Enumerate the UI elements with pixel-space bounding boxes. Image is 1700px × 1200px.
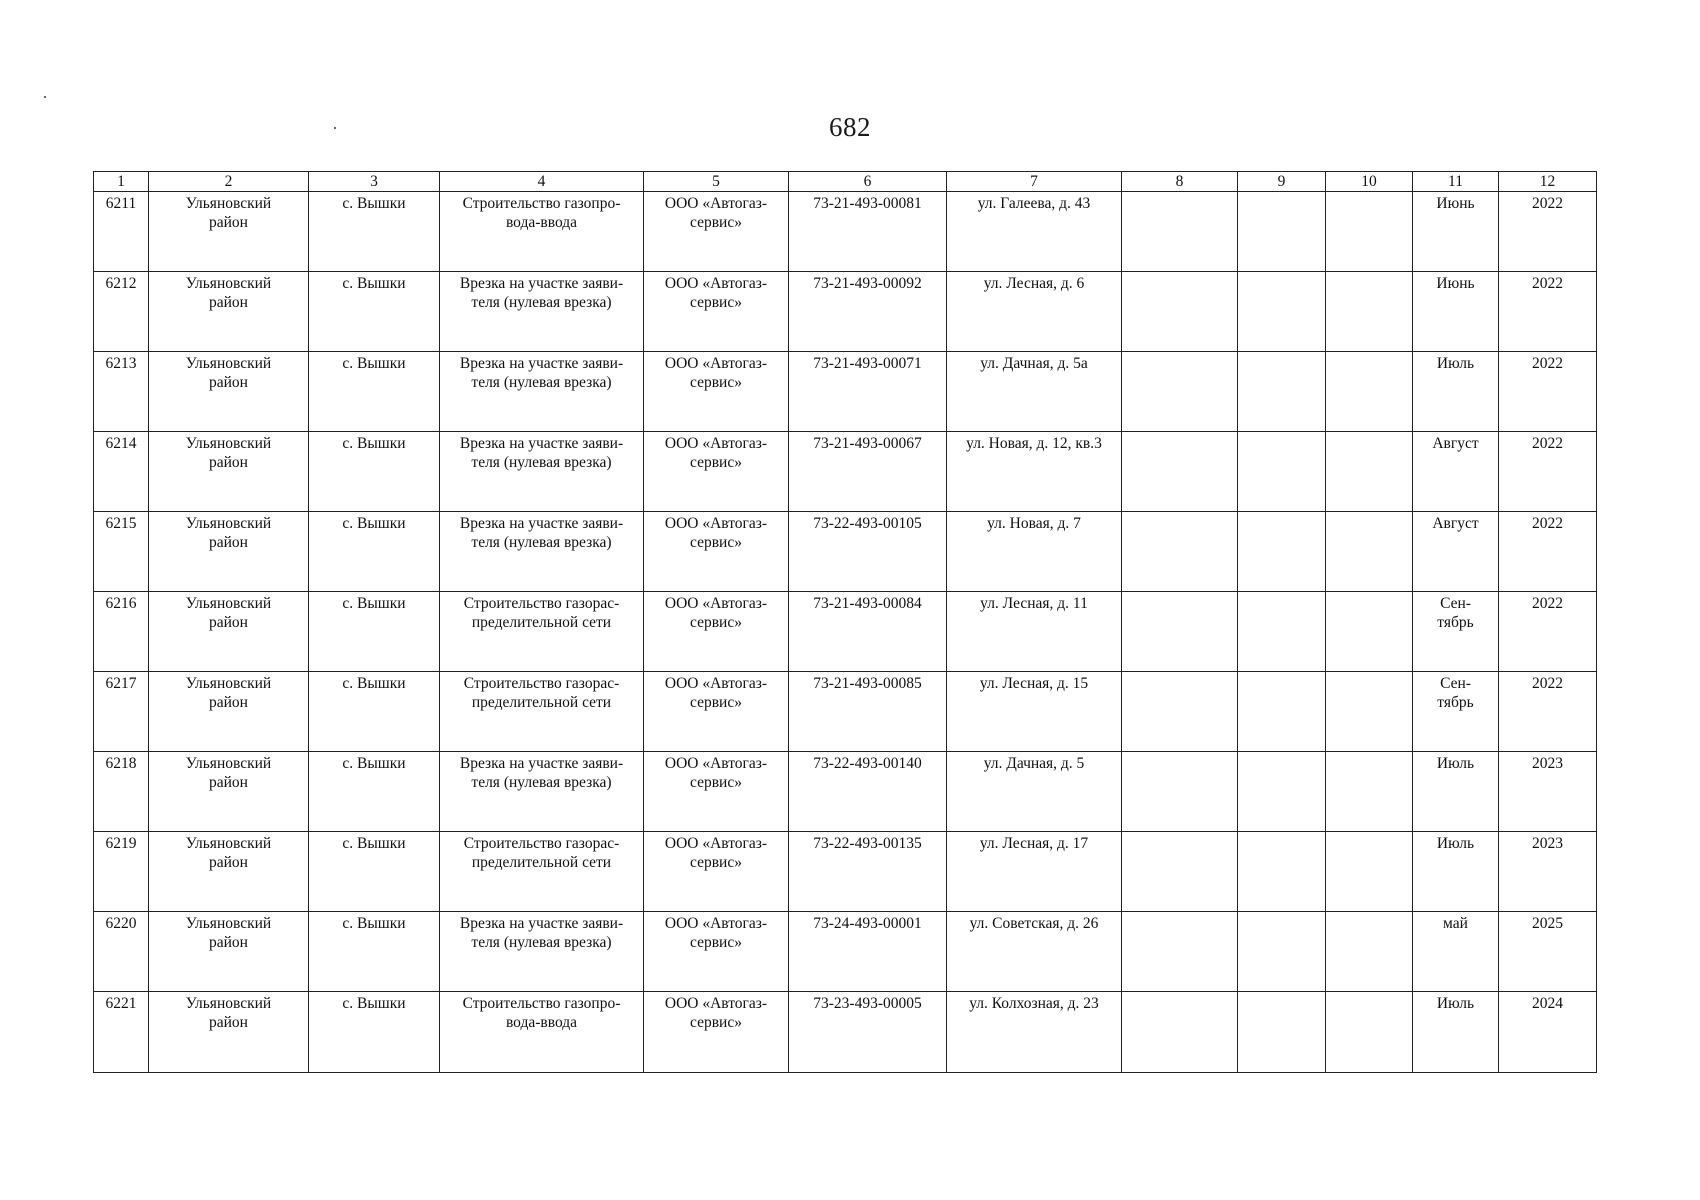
column-8-cell — [1122, 272, 1238, 352]
district-cell-text: Ульяновский район — [185, 915, 272, 951]
organization-cell — [644, 352, 789, 432]
column-header: 1 — [94, 172, 149, 192]
locality-cell — [309, 272, 440, 352]
registry-code-cell-text: 73-21-493-00085 — [813, 675, 922, 692]
locality-cell — [309, 192, 440, 272]
year-cell — [1499, 752, 1597, 832]
organization-cell-text: ООО «Автогаз- сервис» — [664, 835, 768, 871]
month-cell-text: Июль — [1436, 755, 1475, 772]
locality-cell — [309, 912, 440, 992]
locality-cell-text: с. Вышки — [342, 515, 406, 532]
column-9-cell — [1238, 192, 1326, 272]
month-cell — [1413, 272, 1499, 352]
year-cell — [1499, 832, 1597, 912]
address-cell-text: ул. Лесная, д. 11 — [980, 595, 1088, 612]
column-8-cell — [1122, 912, 1238, 992]
month-cell — [1413, 752, 1499, 832]
month-cell-text: Июль — [1436, 355, 1475, 372]
address-cell-text: ул. Новая, д. 12, кв.3 — [966, 435, 1102, 452]
year-cell — [1499, 592, 1597, 672]
organization-cell-text: ООО «Автогаз- сервис» — [664, 995, 768, 1031]
registry-code-cell-text: 73-21-493-00067 — [813, 435, 922, 452]
page-number: 682 — [829, 112, 871, 142]
work-type-cell-text: Строительство газорас- пределительной сети — [463, 675, 620, 711]
month-cell — [1413, 512, 1499, 592]
column-9-cell — [1238, 832, 1326, 912]
organization-cell-text: ООО «Автогаз- сервис» — [664, 515, 768, 551]
organization-cell — [644, 592, 789, 672]
column-9-cell — [1238, 992, 1326, 1073]
registry-code-cell — [789, 272, 947, 352]
district-cell-text: Ульяновский район — [185, 755, 272, 791]
column-10-cell — [1326, 752, 1413, 832]
work-type-cell-text: Врезка на участке заяви- теля (нулевая врезка) — [459, 275, 624, 311]
row-number-cell — [94, 432, 149, 512]
organization-cell — [644, 992, 789, 1073]
column-9-cell — [1238, 272, 1326, 352]
organization-cell — [644, 912, 789, 992]
table-row — [94, 992, 1597, 1073]
month-cell-text: Июнь — [1436, 195, 1475, 212]
district-cell — [149, 352, 309, 432]
address-cell — [947, 672, 1122, 752]
organization-cell-text: ООО «Автогаз- сервис» — [664, 355, 768, 391]
address-cell — [947, 432, 1122, 512]
row-number-cell-text: 6221 — [105, 995, 137, 1012]
registry-code-cell — [789, 192, 947, 272]
address-cell-text: ул. Лесная, д. 17 — [979, 835, 1089, 852]
locality-cell — [309, 352, 440, 432]
address-cell — [947, 592, 1122, 672]
month-cell-text: Сен- тябрь — [1437, 675, 1474, 711]
locality-cell-text: с. Вышки — [342, 355, 406, 372]
column-header: 3 — [309, 172, 440, 192]
table-row — [94, 832, 1597, 912]
column-header: 7 — [947, 172, 1122, 192]
row-number-cell — [94, 272, 149, 352]
organization-cell — [644, 512, 789, 592]
month-cell-text: Июнь — [1436, 275, 1475, 292]
district-cell — [149, 752, 309, 832]
register-table — [93, 171, 1597, 1073]
organization-cell — [644, 192, 789, 272]
district-cell — [149, 432, 309, 512]
registry-code-cell — [789, 592, 947, 672]
work-type-cell-text: Строительство газопро- вода-ввода — [462, 195, 621, 231]
row-number-cell-text: 6212 — [105, 275, 137, 292]
month-cell-text: Август — [1432, 515, 1479, 532]
year-cell — [1499, 192, 1597, 272]
address-cell-text: ул. Новая, д. 7 — [987, 515, 1081, 532]
registry-code-cell-text: 73-21-493-00071 — [813, 355, 922, 372]
organization-cell — [644, 272, 789, 352]
column-10-cell — [1326, 832, 1413, 912]
year-cell-text: 2022 — [1532, 355, 1563, 372]
table-row — [94, 912, 1597, 992]
locality-cell-text: с. Вышки — [342, 835, 406, 852]
district-cell — [149, 672, 309, 752]
locality-cell — [309, 752, 440, 832]
address-cell-text: ул. Советская, д. 26 — [969, 915, 1099, 932]
column-10-cell — [1326, 192, 1413, 272]
column-header: 6 — [789, 172, 947, 192]
address-cell-text: ул. Дачная, д. 5а — [980, 355, 1088, 372]
year-cell — [1499, 912, 1597, 992]
column-header: 4 — [440, 172, 644, 192]
month-cell — [1413, 832, 1499, 912]
work-type-cell — [440, 592, 644, 672]
column-header: 9 — [1238, 172, 1326, 192]
work-type-cell-text: Врезка на участке заяви- теля (нулевая врезка) — [459, 355, 624, 391]
column-10-cell — [1326, 432, 1413, 512]
registry-code-cell-text: 73-21-493-00081 — [813, 195, 922, 212]
month-cell — [1413, 432, 1499, 512]
column-8-cell — [1122, 512, 1238, 592]
organization-cell-text: ООО «Автогаз- сервис» — [664, 275, 768, 311]
year-cell — [1499, 352, 1597, 432]
column-10-cell — [1326, 352, 1413, 432]
registry-code-cell-text: 73-22-493-00105 — [813, 515, 922, 532]
registry-code-cell — [789, 912, 947, 992]
column-9-cell — [1238, 512, 1326, 592]
district-cell — [149, 512, 309, 592]
row-number-cell-text: 6218 — [105, 755, 137, 772]
column-header: 5 — [644, 172, 789, 192]
district-cell-text: Ульяновский район — [185, 195, 272, 231]
column-9-cell — [1238, 432, 1326, 512]
table-row — [94, 512, 1597, 592]
work-type-cell-text: Врезка на участке заяви- теля (нулевая врезка) — [459, 435, 624, 471]
address-cell — [947, 192, 1122, 272]
registry-code-cell — [789, 672, 947, 752]
locality-cell-text: с. Вышки — [342, 675, 406, 692]
organization-cell-text: ООО «Автогаз- сервис» — [664, 675, 768, 711]
month-cell-text: Август — [1432, 435, 1479, 452]
locality-cell-text: с. Вышки — [342, 915, 406, 932]
address-cell — [947, 272, 1122, 352]
row-number-cell — [94, 192, 149, 272]
row-number-cell — [94, 592, 149, 672]
work-type-cell-text: Строительство газорас- пределительной сети — [463, 835, 620, 871]
column-8-cell — [1122, 592, 1238, 672]
table-row — [94, 752, 1597, 832]
district-cell-text: Ульяновский район — [185, 835, 272, 871]
work-type-cell-text: Врезка на участке заяви- теля (нулевая врезка) — [459, 915, 624, 951]
year-cell-text: 2022 — [1532, 675, 1563, 692]
column-header: 11 — [1413, 172, 1499, 192]
address-cell — [947, 512, 1122, 592]
district-cell-text: Ульяновский район — [185, 515, 272, 551]
row-number-cell — [94, 672, 149, 752]
address-cell — [947, 752, 1122, 832]
table-row — [94, 592, 1597, 672]
district-cell — [149, 832, 309, 912]
work-type-cell — [440, 752, 644, 832]
work-type-cell — [440, 272, 644, 352]
locality-cell — [309, 672, 440, 752]
work-type-cell — [440, 352, 644, 432]
organization-cell — [644, 832, 789, 912]
column-8-cell — [1122, 352, 1238, 432]
month-cell-text: Июль — [1436, 835, 1475, 852]
organization-cell — [644, 672, 789, 752]
work-type-cell — [440, 512, 644, 592]
year-cell — [1499, 992, 1597, 1073]
address-cell-text: ул. Колхозная, д. 23 — [969, 995, 1099, 1012]
column-header: 2 — [149, 172, 309, 192]
address-cell-text: ул. Галеева, д. 43 — [977, 195, 1091, 212]
registry-code-cell — [789, 432, 947, 512]
column-9-cell — [1238, 592, 1326, 672]
column-8-cell — [1122, 992, 1238, 1073]
column-10-cell — [1326, 992, 1413, 1073]
locality-cell-text: с. Вышки — [342, 595, 406, 612]
year-cell-text: 2024 — [1532, 995, 1563, 1012]
year-cell-text: 2023 — [1532, 755, 1563, 772]
row-number-cell — [94, 752, 149, 832]
address-cell-text: ул. Лесная, д. 6 — [983, 275, 1085, 292]
address-cell — [947, 832, 1122, 912]
month-cell — [1413, 672, 1499, 752]
registry-code-cell — [789, 352, 947, 432]
month-cell — [1413, 192, 1499, 272]
work-type-cell-text: Строительство газорас- пределительной сети — [463, 595, 620, 631]
row-number-cell-text: 6216 — [105, 595, 137, 612]
registry-code-cell — [789, 512, 947, 592]
work-type-cell — [440, 992, 644, 1073]
month-cell — [1413, 912, 1499, 992]
work-type-cell-text: Врезка на участке заяви- теля (нулевая врезка) — [459, 515, 624, 551]
row-number-cell — [94, 912, 149, 992]
work-type-cell — [440, 672, 644, 752]
column-10-cell — [1326, 912, 1413, 992]
year-cell-text: 2022 — [1532, 275, 1563, 292]
registry-code-cell-text: 73-22-493-00140 — [813, 755, 922, 772]
column-9-cell — [1238, 912, 1326, 992]
district-cell — [149, 192, 309, 272]
locality-cell — [309, 432, 440, 512]
locality-cell — [309, 992, 440, 1073]
address-cell-text: ул. Дачная, д. 5 — [983, 755, 1085, 772]
organization-cell-text: ООО «Автогаз- сервис» — [664, 195, 768, 231]
table-row — [94, 352, 1597, 432]
organization-cell-text: ООО «Автогаз- сервис» — [664, 435, 768, 471]
year-cell-text: 2022 — [1532, 435, 1563, 452]
row-number-cell — [94, 512, 149, 592]
organization-cell — [644, 432, 789, 512]
column-8-cell — [1122, 432, 1238, 512]
locality-cell-text: с. Вышки — [342, 275, 406, 292]
year-cell — [1499, 432, 1597, 512]
registry-code-cell — [789, 992, 947, 1073]
year-cell — [1499, 272, 1597, 352]
district-cell-text: Ульяновский район — [185, 595, 272, 631]
row-number-cell-text: 6217 — [105, 675, 137, 692]
row-number-cell-text: 6215 — [105, 515, 137, 532]
district-cell — [149, 272, 309, 352]
registry-code-cell-text: 73-23-493-00005 — [813, 995, 922, 1012]
registry-code-cell-text: 73-21-493-00084 — [813, 595, 922, 612]
registry-code-cell-text: 73-21-493-00092 — [813, 275, 922, 292]
registry-code-cell — [789, 832, 947, 912]
column-8-cell — [1122, 672, 1238, 752]
work-type-cell-text: Строительство газопро- вода-ввода — [462, 995, 621, 1031]
row-number-cell-text: 6219 — [105, 835, 137, 852]
district-cell-text: Ульяновский район — [185, 435, 272, 471]
scan-speck — [44, 96, 46, 98]
column-10-cell — [1326, 672, 1413, 752]
year-cell-text: 2023 — [1532, 835, 1563, 852]
organization-cell — [644, 752, 789, 832]
registry-code-cell-text: 73-22-493-00135 — [813, 835, 922, 852]
locality-cell-text: с. Вышки — [342, 195, 406, 212]
address-cell — [947, 912, 1122, 992]
month-cell — [1413, 352, 1499, 432]
district-cell-text: Ульяновский район — [185, 675, 272, 711]
table-row — [94, 432, 1597, 512]
column-8-cell — [1122, 192, 1238, 272]
organization-cell-text: ООО «Автогаз- сервис» — [664, 755, 768, 791]
table-row — [94, 272, 1597, 352]
column-header: 8 — [1122, 172, 1238, 192]
year-cell — [1499, 512, 1597, 592]
column-9-cell — [1238, 352, 1326, 432]
table-row — [94, 192, 1597, 272]
district-cell-text: Ульяновский район — [185, 275, 272, 311]
row-number-cell — [94, 832, 149, 912]
month-cell-text: Сен- тябрь — [1437, 595, 1474, 631]
locality-cell — [309, 592, 440, 672]
organization-cell-text: ООО «Автогаз- сервис» — [664, 595, 768, 631]
row-number-cell-text: 6211 — [105, 195, 137, 212]
locality-cell — [309, 832, 440, 912]
work-type-cell-text: Врезка на участке заяви- теля (нулевая врезка) — [459, 755, 624, 791]
address-cell — [947, 992, 1122, 1073]
district-cell — [149, 992, 309, 1073]
district-cell-text: Ульяновский район — [185, 995, 272, 1031]
year-cell-text: 2022 — [1532, 195, 1563, 212]
row-number-cell — [94, 992, 149, 1073]
row-number-cell-text: 6213 — [105, 355, 137, 372]
column-10-cell — [1326, 272, 1413, 352]
column-8-cell — [1122, 832, 1238, 912]
locality-cell-text: с. Вышки — [342, 435, 406, 452]
column-header: 10 — [1326, 172, 1413, 192]
locality-cell-text: с. Вышки — [342, 995, 406, 1012]
work-type-cell — [440, 832, 644, 912]
registry-code-cell-text: 73-24-493-00001 — [813, 915, 922, 932]
district-cell — [149, 592, 309, 672]
year-cell-text: 2022 — [1532, 515, 1563, 532]
month-cell-text: май — [1443, 915, 1468, 932]
month-cell — [1413, 992, 1499, 1073]
address-cell-text: ул. Лесная, д. 15 — [979, 675, 1089, 692]
year-cell-text: 2025 — [1532, 915, 1563, 932]
year-cell-text: 2022 — [1532, 595, 1563, 612]
month-cell-text: Июль — [1436, 995, 1475, 1012]
column-10-cell — [1326, 592, 1413, 672]
row-number-cell — [94, 352, 149, 432]
column-header: 12 — [1499, 172, 1597, 192]
column-9-cell — [1238, 672, 1326, 752]
registry-code-cell — [789, 752, 947, 832]
month-cell — [1413, 592, 1499, 672]
column-10-cell — [1326, 512, 1413, 592]
locality-cell-text: с. Вышки — [342, 755, 406, 772]
organization-cell-text: ООО «Автогаз- сервис» — [664, 915, 768, 951]
row-number-cell-text: 6220 — [105, 915, 137, 932]
scan-speck — [334, 127, 336, 129]
locality-cell — [309, 512, 440, 592]
table-row — [94, 672, 1597, 752]
column-9-cell — [1238, 752, 1326, 832]
year-cell — [1499, 672, 1597, 752]
column-number-header-row — [94, 172, 1597, 192]
work-type-cell — [440, 912, 644, 992]
table-body — [94, 192, 1597, 1073]
column-8-cell — [1122, 752, 1238, 832]
district-cell — [149, 912, 309, 992]
work-type-cell — [440, 432, 644, 512]
district-cell-text: Ульяновский район — [185, 355, 272, 391]
work-type-cell — [440, 192, 644, 272]
row-number-cell-text: 6214 — [105, 435, 137, 452]
address-cell — [947, 352, 1122, 432]
